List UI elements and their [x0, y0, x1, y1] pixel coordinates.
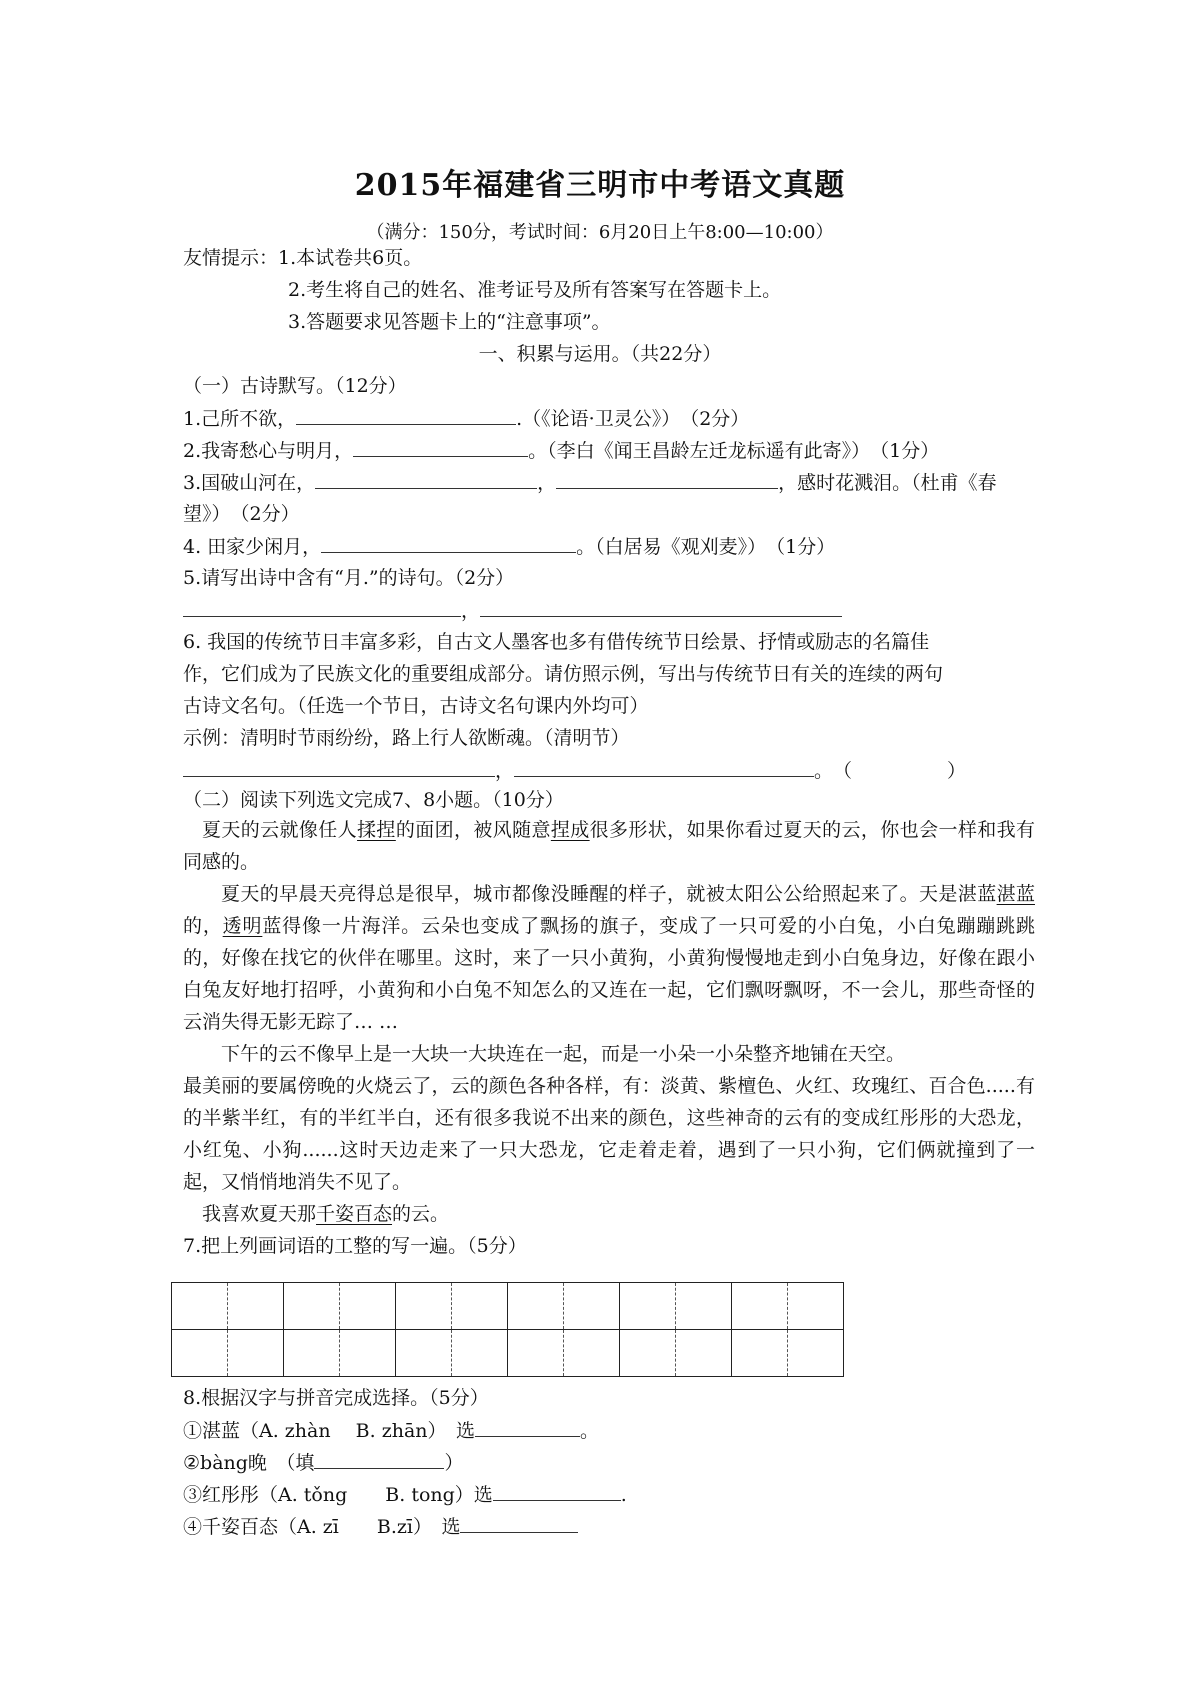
question-text: 。（李白《闻王昌龄左迁龙标遥有此寄》） （1分） [528, 440, 940, 462]
grid-cell[interactable] [396, 1283, 452, 1330]
grid-cell[interactable] [452, 1330, 508, 1377]
grid-cell[interactable] [732, 1330, 788, 1377]
grid-cell[interactable] [340, 1330, 396, 1377]
passage-text: 夏天的云就像任人 [202, 819, 358, 841]
tips-label: 友情提示： [183, 247, 279, 269]
grid-cell[interactable] [396, 1330, 452, 1377]
question-text: ） [444, 1452, 464, 1474]
question-text: 。 （ ） [814, 760, 967, 782]
underlined-word: 透明 [222, 915, 263, 937]
question-8: 8.根据汉字与拼音完成选择。（5分） [183, 1387, 489, 1409]
question-text: 。（白居易《观刈麦》） （1分） [576, 536, 836, 558]
question-6: 古诗文名句。（任选一个节日，古诗文名句课内外均可） [183, 695, 649, 717]
question-3-cont: 望》） （2分） [183, 503, 300, 525]
question-text: ③红彤彤（A. tǒng B. tong）选 [183, 1484, 493, 1506]
passage-text: 我喜欢夏天那 [202, 1203, 317, 1225]
grid-cell[interactable] [788, 1330, 844, 1377]
grid-row [172, 1283, 844, 1330]
question-text: .（《论语·卫灵公》） （2分） [516, 408, 750, 430]
question-text: ，感时花溅泪。（杜甫《春 [778, 472, 997, 494]
passage-paragraph [183, 1070, 1035, 1198]
answer-blank[interactable] [321, 532, 576, 553]
question-6-example: 示例：清明时节雨纷纷，路上行人欲断魂。（清明节） [183, 727, 630, 749]
grid-cell[interactable] [228, 1330, 284, 1377]
answer-blank[interactable] [183, 596, 461, 617]
section-heading: 一、积累与运用。（共22分） [478, 343, 722, 365]
question-8-item [183, 1480, 627, 1509]
tips-line-1 [183, 244, 422, 272]
grid-cell[interactable] [564, 1283, 620, 1330]
question-3 [183, 468, 997, 497]
grid-cell[interactable] [228, 1283, 284, 1330]
question-text: 2.我寄愁心与明月， [183, 440, 354, 462]
grid-cell[interactable] [732, 1283, 788, 1330]
exam-subtitle: （满分：150分，考试时间：6月20日上午8:00—10:00） [366, 222, 834, 243]
grid-cell[interactable] [172, 1283, 228, 1330]
question-text: ④千姿百态（A. zī B.zī） 选 [183, 1516, 461, 1538]
part-heading: （一）古诗默写。（12分） [183, 375, 407, 397]
question-text: 3.国破山河在， [183, 472, 316, 494]
answer-blank[interactable] [514, 756, 814, 777]
underlined-word: 湛蓝 [996, 883, 1035, 905]
answer-blank[interactable] [556, 468, 778, 489]
underlined-word: 揉捏 [357, 819, 396, 841]
answer-blank[interactable] [296, 404, 516, 425]
question-text: 1.己所不欲， [183, 408, 297, 430]
passage-text: 夏天的早晨天亮得总是很早，城市都像没睡醒的样子，就被太阳公公给照起来了。天是湛蓝 [221, 883, 997, 905]
grid-cell[interactable] [284, 1330, 340, 1377]
tip-item: 1.本试卷共6页。 [278, 247, 423, 269]
passage-text: 的面团，被风随意 [395, 819, 551, 841]
passage-paragraph [183, 1038, 1035, 1070]
passage-text: 蓝得像一片海洋。云朵也变成了飘扬的旗子，变成了一只可爱的小白兔，小白兔蹦蹦跳跳的，好像在找它的伙伴在哪里。这时，来了一只小黄狗，小黄狗慢慢地走到小白兔身边，好像在跟小白兔友好地打招呼，小黄狗和小白兔不知怎么的又连在一起，它们飘呀飘呀，不一会儿，那些奇怪的云消失得无影无踪了… … [183, 915, 1035, 1033]
grid-cell[interactable] [620, 1330, 676, 1377]
question-4 [183, 532, 835, 561]
question-7: 7.把上列画词语的工整的写一遍。（5分） [183, 1235, 527, 1257]
passage-text: 最美丽的要属傍晚的火烧云了，云的颜色各种各样，有：淡黄、紫檀色、火红、玫瑰红、百合色.....有的半紫半红，有的半红半白，还有很多我说不出来的颜色，这些神奇的云有的变成红彤彤的大恐龙，小红兔、小狗......这时天边走来了一只大恐龙，它走着走着，遇到了一只小狗，它们俩就撞到了一起，又悄悄地消失不见了。 [183, 1075, 1035, 1193]
answer-blank[interactable] [460, 1512, 578, 1533]
question-text: ， [537, 472, 557, 494]
part-heading: （二）阅读下列选文完成7、8小题。（10分） [183, 789, 564, 811]
passage-text: 的云。 [392, 1203, 450, 1225]
underlined-word: 捏成 [550, 819, 590, 841]
question-text: ①湛蓝（A. zhàn B. zhān） 选 [183, 1420, 476, 1442]
answer-blank[interactable] [475, 1416, 580, 1437]
question-8-item [183, 1512, 578, 1541]
grid-cell[interactable] [508, 1283, 564, 1330]
question-6: 6. 我国的传统节日丰富多彩，自古文人墨客也多有借传统节日绘景、抒情或励志的名篇佳 [183, 631, 930, 653]
question-8-item [183, 1448, 463, 1477]
passage-text: 下午的云不像早上是一大块一大块连在一起，而是一小朵一小朵整齐地铺在天空。 [221, 1043, 906, 1065]
grid-cell[interactable] [788, 1283, 844, 1330]
underlined-word: 千姿百态 [316, 1203, 393, 1225]
passage-paragraph [183, 814, 1035, 878]
question-6: 作，它们成为了民族文化的重要组成部分。请仿照示例，写出与传统节日有关的连续的两句 [183, 663, 944, 685]
question-5-answer [183, 596, 842, 625]
writing-grid [171, 1282, 844, 1377]
question-text: ， [461, 600, 481, 622]
tip-item: 3.答题要求见答题卡上的“注意事项”。 [288, 311, 611, 333]
grid-cell[interactable] [452, 1283, 508, 1330]
answer-blank[interactable] [315, 468, 537, 489]
grid-cell[interactable] [676, 1283, 732, 1330]
grid-row [172, 1330, 844, 1377]
grid-cell[interactable] [172, 1330, 228, 1377]
reading-passage [183, 814, 1035, 1230]
question-5: 5.请写出诗中含有“月.”的诗句。（2分） [183, 567, 515, 589]
grid-cell[interactable] [564, 1330, 620, 1377]
answer-blank[interactable] [493, 1480, 621, 1501]
question-8-item [183, 1416, 599, 1445]
answer-blank[interactable] [353, 436, 528, 457]
grid-cell[interactable] [676, 1330, 732, 1377]
grid-cell[interactable] [620, 1283, 676, 1330]
question-text: ， [495, 760, 515, 782]
passage-paragraph [183, 878, 1035, 1038]
question-text: ②bàng晚 （填 [183, 1452, 315, 1474]
passage-paragraph [183, 1198, 1035, 1230]
answer-blank[interactable] [314, 1448, 444, 1469]
question-text: 。 [580, 1420, 600, 1442]
passage-text: 的， [183, 915, 223, 937]
question-2 [183, 436, 939, 465]
answer-blank[interactable] [480, 596, 842, 617]
grid-cell[interactable] [340, 1283, 396, 1330]
answer-blank[interactable] [183, 756, 495, 777]
passage-text: 很多形状，如果你看过夏天的云，你也会一样和我有同感的。 [183, 819, 1035, 873]
question-6-answer [183, 756, 966, 785]
grid-cell[interactable] [508, 1330, 564, 1377]
tip-item: 2.考生将自己的姓名、准考证号及所有答案写在答题卡上。 [288, 279, 782, 301]
page-title: 2015年福建省三明市中考语文真题 [354, 168, 846, 203]
question-text: . [620, 1484, 627, 1506]
question-text: 4. 田家少闲月， [183, 536, 322, 558]
grid-cell[interactable] [284, 1283, 340, 1330]
question-1 [183, 404, 749, 433]
